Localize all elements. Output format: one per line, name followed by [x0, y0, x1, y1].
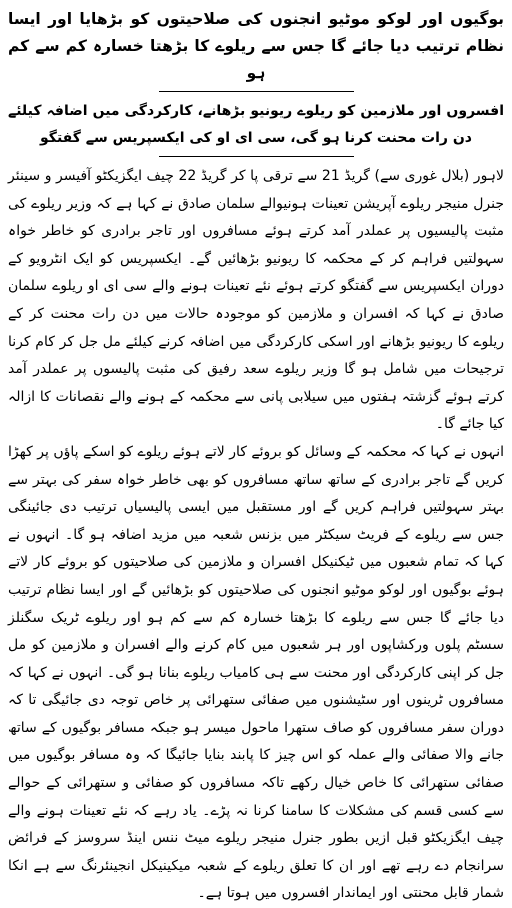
- headline-divider: [159, 91, 354, 92]
- subheadline-divider: [159, 156, 354, 157]
- article-headline: بوگیوں اور لوکو موٹیو انجنوں کی صلاحیتوں کو بڑھایا اور ایسا نظام ترتیب دیا جائے گا جس سے ریلوے کا بڑھتا خسارہ کم سے کم ہو: [8, 10, 504, 82]
- article-paragraph: انہوں نے کہا کہ محکمہ کے وسائل کو بروئے کار لاتے ہوئے ریلوے کو اسکے پاؤں پر کھڑا کریں گے تاجر برادری کے ساتھ ساتھ مسافروں کو بھی خاطر خواہ سفر کی بہتر سے بہتر سہولتیں فراہم کریں گے اور مستقبل میں ایسی پالیسیاں ترتیب دی جائینگی جس سے ریلوے کے فریٹ سیکٹر میں بزنس شعبہ میں مزید اضافہ ہو گا۔ انہوں نے کہا کہ تمام شعبوں میں ٹیکنیکل افسران و ملازمین کی صلاحیتوں کو بروئے کار لاتے ہوئے بوگیوں اور لوکو موٹیو انجنوں کی صلاحیتوں کو بڑھائیں گے اور ایسا نظام ترتیب دیا جائے گا جس سے ریلوے کا بڑھتا خسارہ کم سے کم ہو اور ریلوے ٹریک سگنلز سسٹم پلوں ورکشاپوں اور ہر شعبوں میں کام کرنے والے افسران و ملازمین کو مل جل کر اپنی کارکردگی اور محنت سے ہی کامیاب ریلوے بنانا ہو گی۔ انہوں نے کہا کہ مسافروں ٹرینوں اور سٹیشنوں میں صفائی ستھرائی پر خاص توجہ دی جائیگی تا کہ دوران سفر مسافروں کو صاف ستھرا ماحول میسر ہو جبکہ مسافر بوگیوں کے ساتھ جانے والا صفائی والے عملہ کو اس چیز کا پابند بنایا جائیگا کہ وہ مسافر بوگیوں میں صفائی ستھرائی کا خاص خیال رکھے تاکہ مسافروں کو صفائی و ستھرائی کے حوالے سے کسی قسم کی مشکلات کا سامنا کرنا نہ پڑے۔ یاد رہے کہ نئے تعینات ہونے والے چیف ایگزیکٹو قبل ازیں بطور جنرل منیجر ریلوے میٹ ننس اینڈ سروسز کے فرائض سرانجام دے رہے تھے اور ان کا تعلق ریلوے کے شعبہ میکینیکل انجینئرنگ سے ہے انکا شمار قابل محنتی اور ایماندار افسروں میں ہوتا ہے۔: [8, 443, 504, 902]
- article-paragraph: لاہور (بلال غوری سے) گریڈ 21 سے ترقی پا کر گریڈ 22 چیف ایگزیکٹو آفیسر و سینئر جنرل منیجر ریلوے آپریشن تعینات ہونیوالے سلمان صادق نے کہا ہے کہ وزیر ریلوے کی مثبت پالیسیوں پر عملدر آمد کرتے ہوئے مسافروں اور تاجر برادری کو خاطر خواہ سہولتیں فراہم کر کے محکمہ کا ریونیو بڑھائیں گے۔ ایکسپریس کو ایک انٹرویو کے دوران ایکسپریس سے گفتگو کرتے ہوئے نئے تعینات ہونے والے سی ای او ریلوے سلمان صادق نے کہا کہ افسران و ملازمین کو موجودہ حالات میں دن رات محنت کر کے ریلوے کا ریونیو بڑھانے اور اسکی کارکردگی میں اضافہ کرنے کیلئے مل جل کر کام کرنا ترجیحات میں شامل ہو گا وزیر ریلوے سعد رفیق کی مثبت پالیسوں پر عملدر آمد کرتے ہوئے گزشتہ ہفتوں میں سیلابی پانی سے محکمہ کے ہونے والے نقصانات کا ازالہ کیا جائے گا۔: [8, 168, 504, 433]
- article-body: [8, 163, 504, 908]
- article-subheadline: افسروں اور ملازمین کو ریلوے ریونیو بڑھانے، کارکردگی میں اضافہ کیلئے دن رات محنت کرنا ہو گی، سی ای او کی ایکسپریس سے گفتگو: [8, 103, 504, 146]
